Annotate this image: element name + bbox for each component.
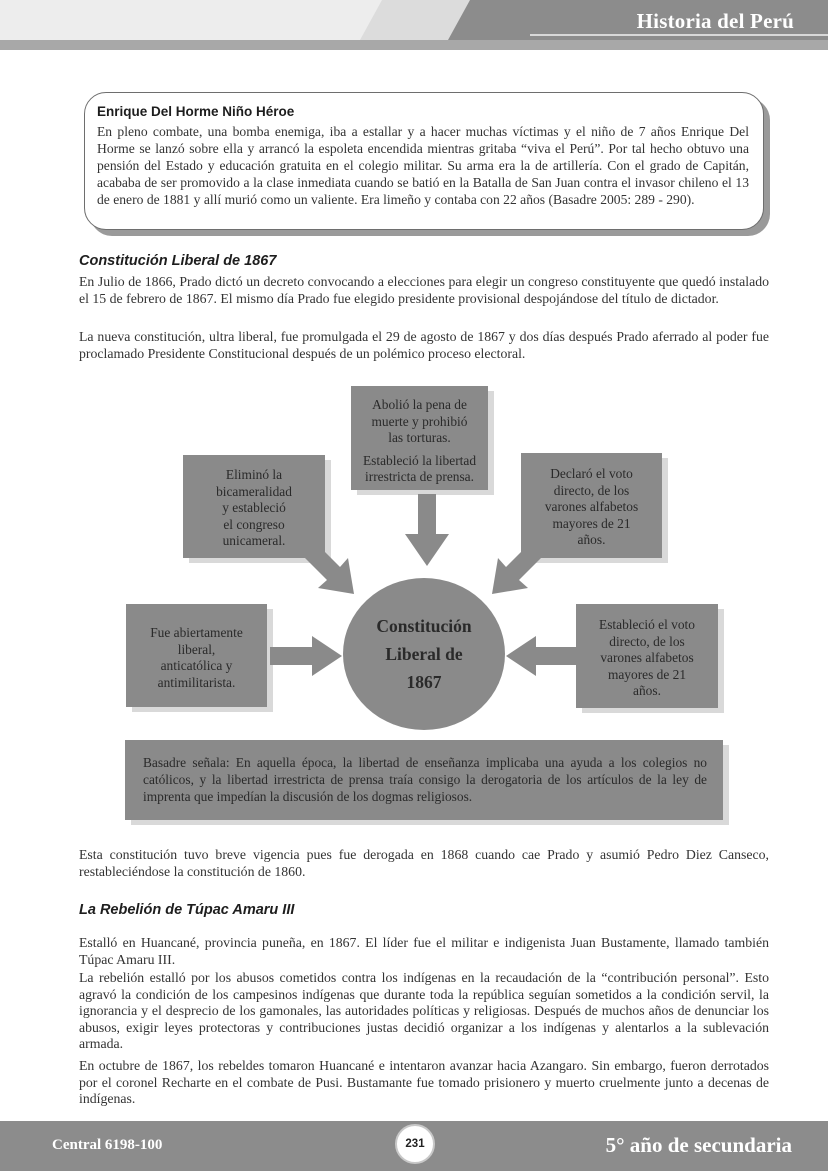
infobox-title: Enrique Del Horme Niño Héroe bbox=[97, 104, 295, 119]
header-band-light bbox=[0, 0, 420, 40]
arrow-left-icon bbox=[506, 636, 576, 676]
arrow-down-icon bbox=[405, 494, 449, 566]
diagram-line: antimilitarista. bbox=[157, 674, 236, 690]
diagram-line: Estableció el voto bbox=[599, 617, 695, 632]
arrow-right-icon bbox=[270, 636, 342, 676]
diagram-line: Eliminó la bbox=[225, 467, 283, 482]
header-rule bbox=[530, 34, 828, 36]
diagram-line: directo, de los bbox=[553, 482, 630, 498]
paragraph: En octubre de 1867, los rebeldes tomaron Huancané e intentaron avanzar hacia Azangaro. Sin embargo, fueron derrotados por el coronel Recharte en el combate de Pusi. Bustamante fue tomado prisionero y muerto cruelmente junto a decenas de indígenas. bbox=[79, 1058, 769, 1107]
section-title-constitucion: Constitución Liberal de 1867 bbox=[79, 253, 277, 269]
paragraph: En Julio de 1866, Prado dictó un decreto convocando a elecciones para elegir un congreso constituyente que quedó instalado el 15 de febrero de 1867. El mismo día Prado fue elegido presidente provisional despojándose del título de dictador. bbox=[79, 274, 769, 306]
header-band-bottom bbox=[0, 40, 828, 50]
section-title-rebelion: La Rebelión de Túpac Amaru III bbox=[79, 902, 295, 918]
diagram-line: varones alfabetos bbox=[544, 499, 639, 514]
diagram-center-line: Liberal de bbox=[385, 644, 463, 664]
hero-infobox bbox=[84, 92, 764, 230]
diagram-line: unicameral. bbox=[222, 533, 286, 548]
diagram-line: directo, de los bbox=[609, 633, 685, 649]
diagram-center-circle bbox=[343, 578, 505, 730]
diagram-line: muerte y prohibió bbox=[371, 413, 468, 429]
footer-grade: 5° año de secundaria bbox=[605, 1133, 792, 1157]
page-number: 231 bbox=[395, 1124, 435, 1164]
diagram-line: años. bbox=[633, 683, 661, 698]
paragraph: Estalló en Huancané, provincia puneña, en 1867. El líder fue el militar e indigenista Juan Bustamente, llamado también Túpac Amaru III. bbox=[79, 935, 769, 967]
diagram-center-line: 1867 bbox=[406, 672, 442, 692]
diagram-line: bicameralidad bbox=[216, 483, 292, 499]
arrow-down-right-icon bbox=[300, 540, 356, 596]
diagram-line: Estableció la libertad bbox=[362, 452, 477, 468]
infobox-text: En pleno combate, una bomba enemiga, iba a estallar y a hacer muchas víctimas y el niño de 7 años Enrique Del Horme se lanzó sobre ella y arrancó la espoleta encendida mientras gritaba “viva el Perú”. Por tal hecho obtuvo una pensión del Estado y educación gratuita en el colegio militar. Su arma era la de artillería. Con el grado de Capitán, acababa de ser promovido a la clase inmediata cuando se batió en la Batalla de San Juan contra el invasor chileno el 13 de enero de 1881 y allí murió como un valiente. Era limeño y contaba con 22 años (Basadre 2005: 289 - 290). bbox=[97, 124, 749, 207]
diagram-line: Declaró el voto bbox=[550, 466, 633, 481]
diagram-box-bottom: Basadre señala: En aquella época, la libertad de enseñanza implicaba una ayuda a los colegios no católicos, y la libertad irrestricta de prensa traía consigo la derogatoria de los artículos de la ley de imprenta que impedían la discusión de los dogmas religiosos. bbox=[125, 740, 723, 820]
diagram-box-left bbox=[126, 604, 267, 707]
diagram-line: mayores de 21 bbox=[607, 666, 687, 682]
footer-phone: Central 6198-100 bbox=[52, 1137, 163, 1153]
paragraph: La nueva constitución, ultra liberal, fue promulgada el 29 de agosto de 1867 y dos días después Prado aferrado al poder fue proclamado Presidente Constitucional después de un polémico proceso electoral. bbox=[79, 329, 769, 361]
diagram-line: varones alfabetos bbox=[600, 650, 694, 665]
page-header bbox=[0, 0, 828, 50]
diagram-line: mayores de 21 bbox=[552, 515, 631, 531]
paragraph: La rebelión estalló por los abusos cometidos contra los indígenas en la recaudación de la “contribución personal”. Esto agravó la condición de los campesinos indígenas que durante toda la república seguían sometidos a la condición servil, la ignorancia y el desprecio de los gamonales, las autoridades políticas y religiosas. Después de muchos años de denunciar los abusos, exigir leyes protectoras y contribuciones justas decidió organizar a los indígenas y alentarlos a la sublevación armada. bbox=[79, 970, 769, 1052]
diagram-line: las torturas. bbox=[388, 430, 451, 445]
diagram-line: anticatólica y bbox=[160, 658, 233, 673]
diagram-box-right bbox=[576, 604, 718, 708]
diagram-line: años. bbox=[577, 532, 606, 547]
diagram-center-line: Constitución bbox=[376, 616, 472, 636]
diagram-line: Abolió la pena de bbox=[372, 397, 467, 412]
diagram-line: Fue abiertamente bbox=[150, 625, 243, 640]
diagram-line: irrestricta de prensa. bbox=[365, 469, 474, 484]
diagram-line: liberal, bbox=[177, 641, 216, 657]
diagram-box-top bbox=[351, 386, 488, 490]
paragraph: Esta constitución tuvo breve vigencia pues fue derogada en 1868 cuando cae Prado y asumió Pedro Diez Canseco, restableciéndose la constitución de 1860. bbox=[79, 847, 769, 879]
diagram-line: el congreso bbox=[223, 516, 285, 532]
header-title: Historia del Perú bbox=[636, 9, 794, 33]
diagram-line: y estableció bbox=[222, 500, 286, 515]
arrow-down-left-icon bbox=[490, 540, 546, 596]
